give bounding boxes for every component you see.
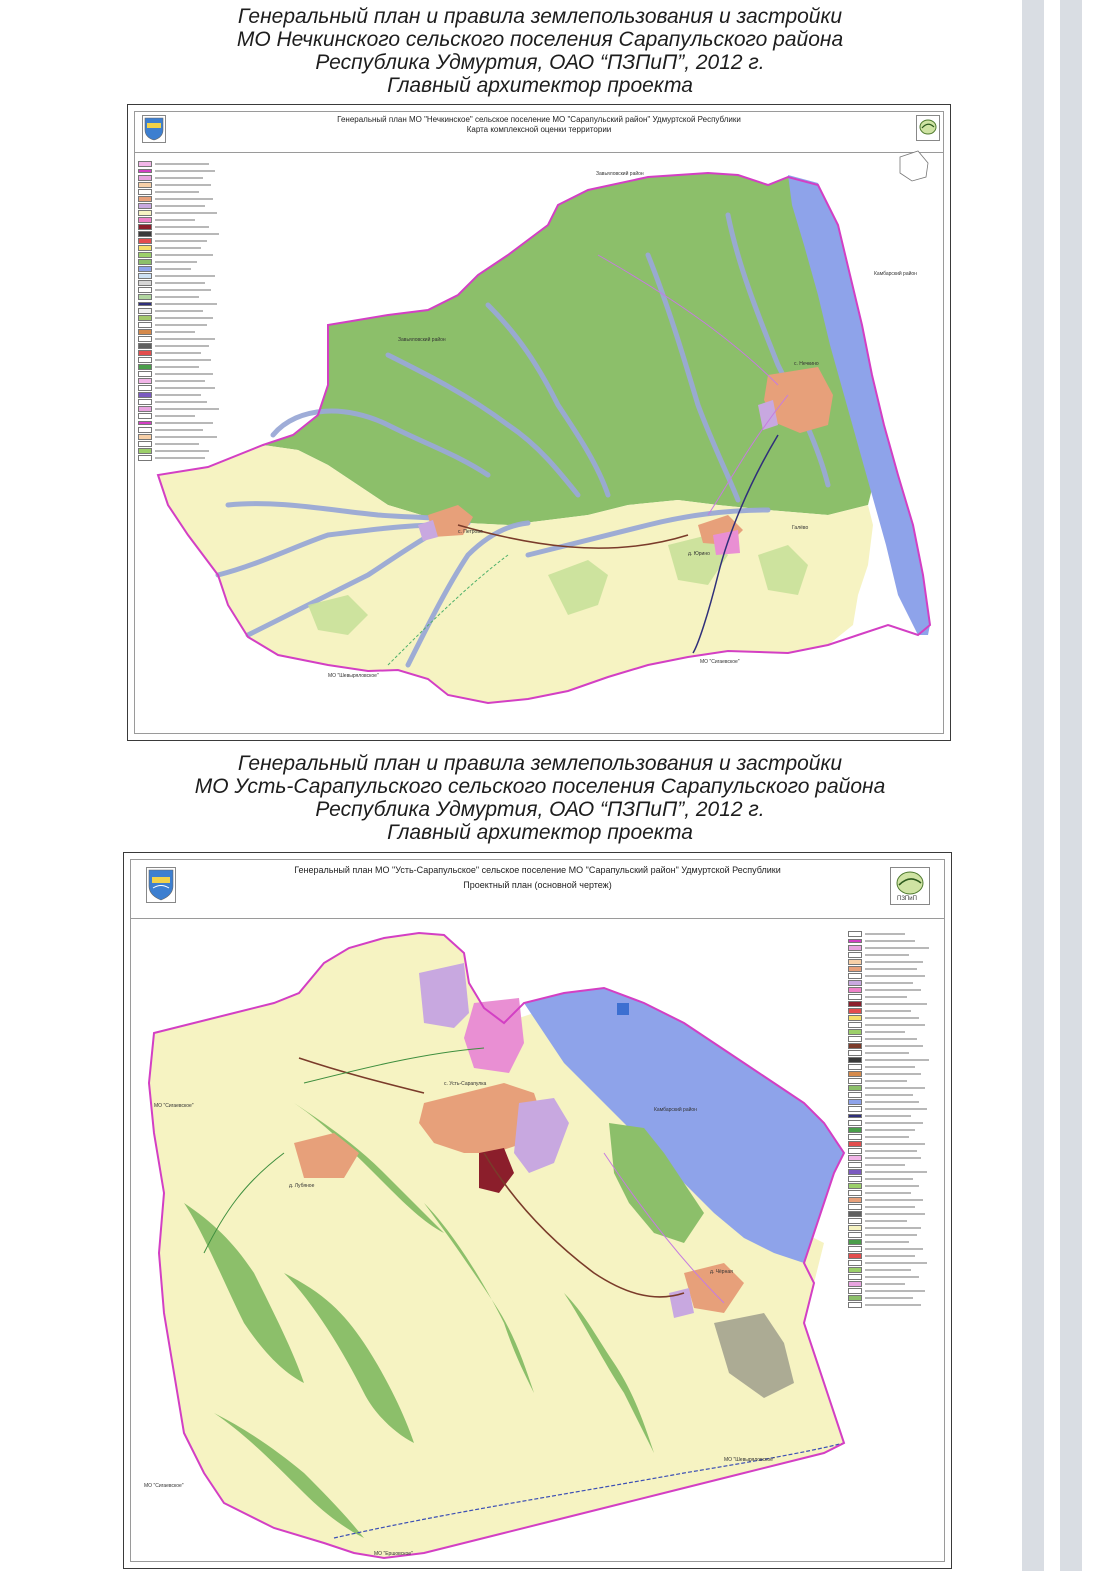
label-mo-southwest: МО "Шевыряловское" xyxy=(328,673,379,679)
badge-a xyxy=(617,1003,629,1015)
sheet-title: Генеральный план МО "Усть-Сарапульское" сельское поселение МО "Сарапульский район" Удмуртской Республики xyxy=(294,865,781,875)
label-district-west: Завьяловский район xyxy=(398,337,446,343)
label-mo-west: МО "Сигаевское" xyxy=(154,1103,194,1109)
heading-line: Главный архитектор проекта xyxy=(387,821,693,844)
label-village-main: с. Нечкино xyxy=(794,361,819,367)
label-mo-bottom: МО "Ершовское" xyxy=(374,1551,413,1557)
label-village-main: с. Усть-Сарапулка xyxy=(444,1081,487,1087)
sheet-subtitle: Проектный план (основной чертеж) xyxy=(463,880,612,890)
heading-line: МО Усть-Сарапульского сельского поселения Сарапульского района xyxy=(194,775,886,798)
map-sheet-nechkino xyxy=(127,104,951,741)
label-village-west: д. Лубяное xyxy=(289,1183,315,1189)
logo-caption: ПЗПиП xyxy=(897,896,917,902)
heading-line: МО Нечкинского сельского поселения Сарапульского района xyxy=(236,28,844,51)
rail-stripe xyxy=(1060,0,1082,1571)
label-village-south: д. Чёрная xyxy=(710,1269,733,1275)
label-mo-southwest: МО "Сигаевское" xyxy=(144,1483,184,1489)
label-mo-south: МО "Шевыряловское" xyxy=(724,1457,775,1463)
map-drawing-nechkino xyxy=(128,105,950,740)
label-village-east: Галёво xyxy=(792,525,809,531)
label-village-west: с. Петрово xyxy=(458,529,483,535)
forest-zone xyxy=(263,173,873,525)
inset-outline xyxy=(900,151,928,181)
heading-line: Республика Удмуртия, ОАО “ПЗПиП”, 2012 г. xyxy=(315,51,765,74)
settlement-north-purple xyxy=(419,963,469,1028)
label-village-south: д. Юрино xyxy=(688,551,710,557)
label-mo-south: МО "Сигаевское" xyxy=(700,659,740,665)
map-sheet-ust-sarapulka xyxy=(123,852,952,1569)
sheet-subtitle: Карта комплексной оценки территории xyxy=(466,125,612,134)
label-district-north: Завьяловский район xyxy=(596,171,644,177)
map-drawing-ust-sarapulka xyxy=(124,853,951,1568)
heading-top xyxy=(120,5,960,97)
label-district-east: Камбарский район xyxy=(654,1107,697,1113)
rail-stripe xyxy=(1022,0,1044,1571)
heading-line: Генеральный план и правила землепользования и застройки xyxy=(237,5,843,28)
heading-bottom xyxy=(120,752,960,844)
right-rail xyxy=(1022,0,1100,1571)
heading-line: Республика Удмуртия, ОАО “ПЗПиП”, 2012 г. xyxy=(315,798,765,821)
sheet-title: Генеральный план МО "Нечкинское" сельское поселение МО "Сарапульский район" Удмуртской Республики xyxy=(337,115,741,124)
label-district-east: Камбарский район xyxy=(874,271,917,277)
heading-line: Главный архитектор проекта xyxy=(387,74,693,97)
heading-line: Генеральный план и правила землепользования и застройки xyxy=(237,752,843,775)
